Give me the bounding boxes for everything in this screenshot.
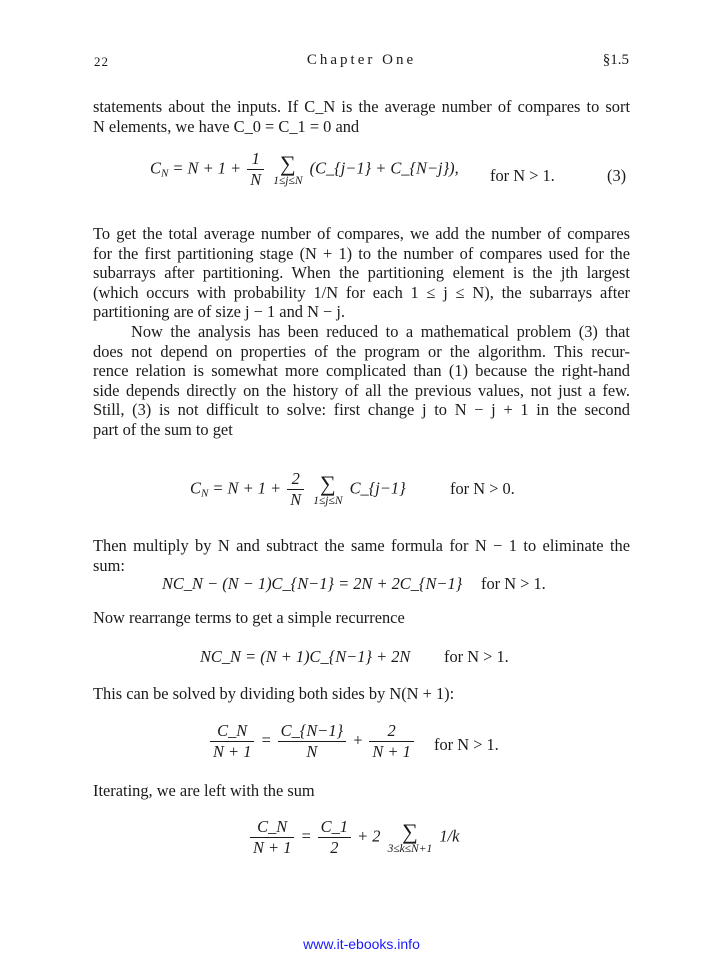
equation-f (248, 818, 459, 857)
equation-c-condition: for N > 1. (481, 574, 546, 593)
text-line: side depends directly on the history of all the previous values, not just a few. (93, 380, 630, 400)
text-line: partitioning are of size j − 1 and N − j. (93, 302, 345, 321)
summation (273, 150, 303, 187)
equation-b-condition: for N > 0. (450, 479, 515, 498)
eq-fraction (250, 818, 294, 857)
fraction-denominator: N (250, 170, 262, 189)
paragraph-1 (93, 97, 630, 136)
paragraph-5 (93, 608, 630, 628)
text-line: N elements, we have C_0 = C_1 = 0 and (93, 116, 360, 136)
eq-lhs: C (190, 478, 201, 498)
text-line: subarrays after partitioning. When the partitioning element is the jth largest (93, 263, 630, 282)
fraction-denominator: N + 1 (253, 838, 292, 857)
text-line: Now the analysis has been reduced to a mathematical problem (3) that (131, 322, 630, 341)
eq-fraction (318, 818, 351, 857)
sum-limits: 1≤j≤N (273, 174, 303, 187)
equation-d: NC_N = (N + 1)C_{N−1} + 2N (200, 647, 411, 666)
summation (387, 818, 433, 855)
eq-fraction (210, 722, 254, 761)
eq-body: 1/k (439, 826, 460, 846)
text-line: Iterating, we are left with the sum (93, 781, 315, 800)
paragraph-2 (93, 224, 630, 322)
eq-fraction (369, 722, 413, 761)
chapter-title: Chapter One (306, 52, 417, 68)
sigma-symbol: ∑ (280, 150, 296, 176)
running-head (94, 52, 629, 74)
fraction-numerator: C_N (210, 722, 254, 742)
equation-3-condition: for N > 1. (490, 166, 555, 185)
equation-b (190, 470, 406, 509)
page-number: 22 (94, 54, 109, 69)
text-line: part of the sum to get (93, 419, 233, 439)
paragraph-7 (93, 781, 630, 801)
sigma-symbol: ∑ (320, 470, 336, 496)
equation-3 (150, 150, 459, 189)
eq-lhs: C (150, 158, 161, 178)
section-number: §1.5 (602, 52, 629, 68)
paragraph-6 (93, 684, 630, 704)
fraction-numerator: 1 (247, 150, 264, 170)
text-line: rence relation is somewhat more complicated than (1) because the right-hand (93, 361, 630, 380)
text-line: Now rearrange terms to get a simple recurrence (93, 608, 405, 627)
eq-body: C_{j−1} (349, 478, 406, 498)
eq-plus: + (352, 730, 364, 750)
text-line: To get the total average number of compares, we add the number of compares (93, 224, 630, 243)
fraction-denominator: N (306, 742, 318, 761)
text-line: This can be solved by dividing both sides by N(N + 1): (93, 684, 455, 703)
text-line: sum: (93, 555, 125, 575)
summation (313, 470, 343, 507)
text-line: does not depend on properties of the program or the algorithm. This recur- (93, 341, 630, 361)
equation-number: (3) (607, 166, 627, 185)
eq-mid: + 2 (357, 826, 381, 846)
fraction-numerator: 2 (287, 470, 304, 490)
fraction-numerator: C_N (250, 818, 294, 838)
paragraph-3 (93, 322, 630, 439)
fraction-numerator: C_{N−1} (278, 722, 346, 742)
equation-e-condition: for N > 1. (434, 735, 499, 754)
eq-lhs-sub: N (160, 167, 169, 180)
fraction-denominator: N + 1 (213, 742, 252, 761)
sum-limits: 3≤k≤N+1 (387, 842, 433, 855)
eq-mid: = N + 1 + (212, 478, 282, 498)
text-line: (which occurs with probability 1/N for each 1 ≤ j ≤ N), the subarrays after (93, 282, 630, 302)
eq-equals: = (260, 730, 272, 750)
fraction-denominator: N (290, 490, 302, 509)
fraction-denominator: 2 (330, 838, 339, 857)
equation-e (208, 722, 416, 761)
eq-fraction (287, 470, 304, 509)
eq-lhs-sub: N (200, 487, 209, 500)
eq-fraction (278, 722, 346, 761)
text-line: Then multiply by N and subtract the same formula for N − 1 to eliminate the (93, 536, 630, 555)
sigma-symbol: ∑ (402, 818, 418, 844)
fraction-numerator: 2 (369, 722, 413, 742)
text-line: statements about the inputs. If C_N is the average number of compares to sort (93, 97, 630, 116)
fraction-numerator: C_1 (318, 818, 351, 838)
equation-c: NC_N − (N − 1)C_{N−1} = 2N + 2C_{N−1} (162, 574, 463, 593)
footer-link[interactable]: www.it-ebooks.info (303, 936, 420, 952)
eq-equals: = (300, 826, 312, 846)
text-line: for the first partitioning stage (N + 1) to the number of compares used for the (93, 243, 630, 263)
eq-body: (C_{j−1} + C_{N−j}), (309, 158, 459, 178)
text-line: Still, (3) is not difficult to solve: first change j to N − j + 1 in the second (93, 400, 630, 419)
sum-limits: 1≤j≤N (313, 494, 343, 507)
paragraph-4 (93, 536, 630, 575)
equation-d-condition: for N > 1. (444, 647, 509, 666)
eq-fraction (247, 150, 264, 189)
eq-mid: = N + 1 + (172, 158, 242, 178)
fraction-denominator: N + 1 (372, 742, 411, 761)
